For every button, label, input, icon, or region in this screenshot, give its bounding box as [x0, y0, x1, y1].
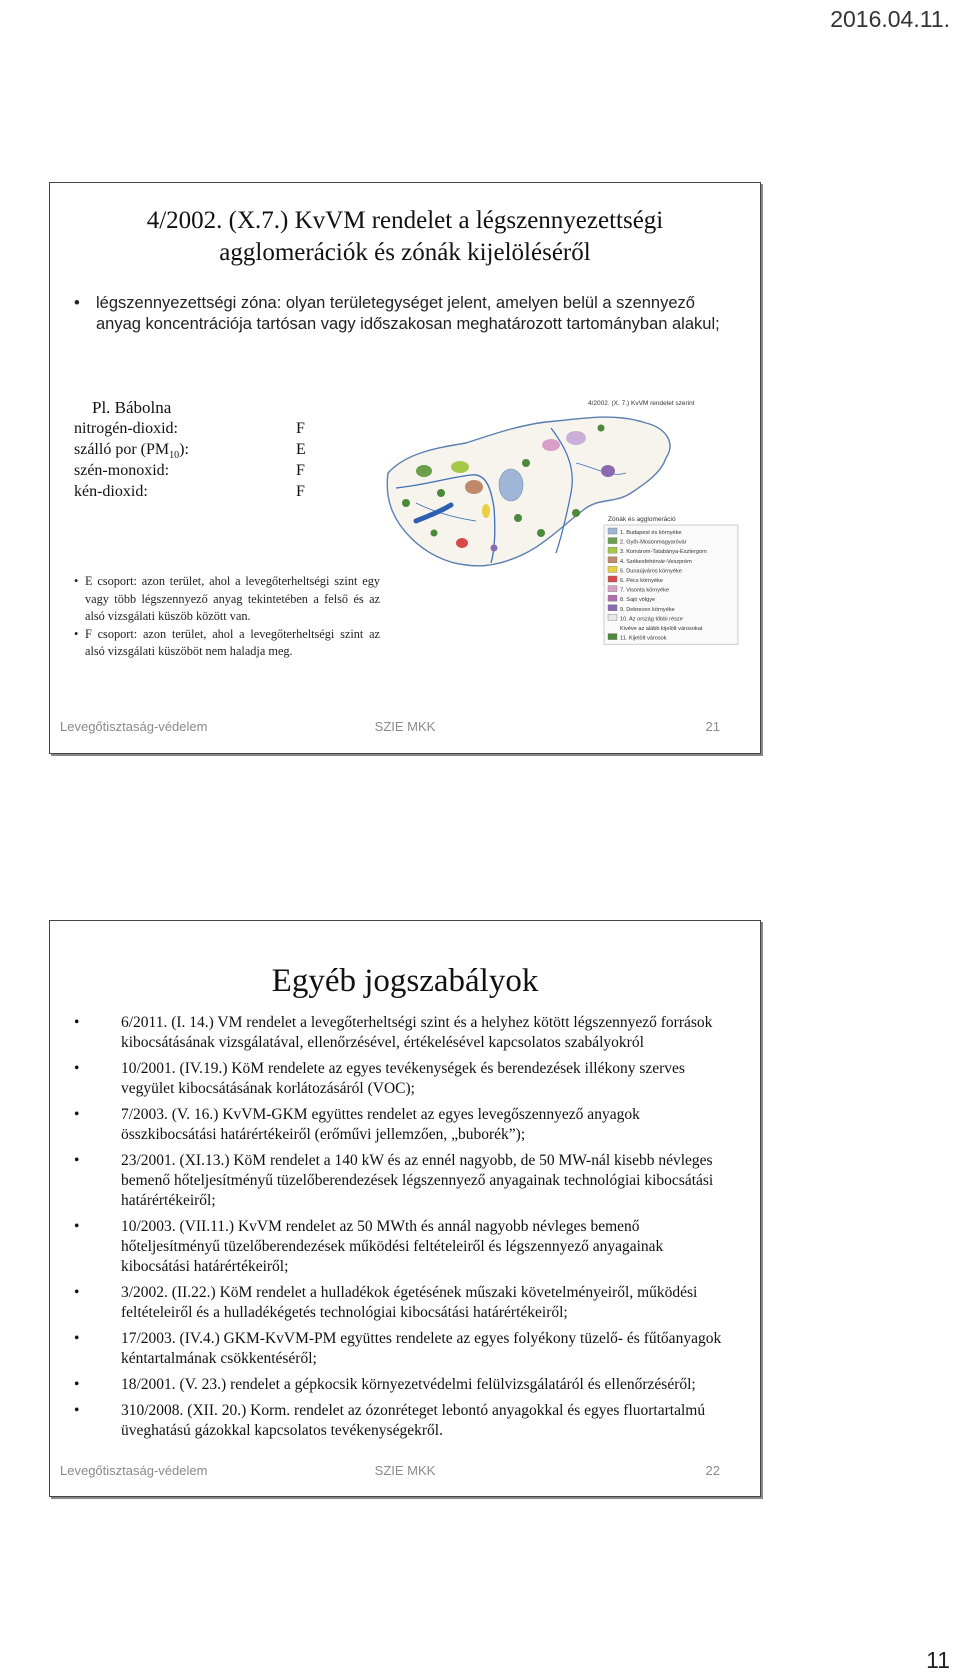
zone-szekesfehervar — [465, 480, 483, 494]
footer-slide-number: 22 — [705, 1463, 720, 1478]
regulation-item — [50, 1401, 760, 1441]
regulation-list — [50, 1013, 760, 1447]
regulation-text: 310/2008. (XII. 20.) Korm. rendelet az ózonréteget lebontó anyagokkal és egyes fluortartalmú üveghatású gázokkal kapcsolatos tevékenységekről. — [121, 1402, 706, 1439]
map-caption: 4/2002. (X. 7.) KvVM rendelet szerint — [588, 400, 695, 407]
pollutant-name: kén-dioxid: — [74, 483, 148, 500]
city-2 — [437, 489, 445, 497]
example-row — [74, 418, 364, 439]
zone-map — [376, 393, 742, 659]
legend-label: 11. Kijelölt városok — [620, 635, 667, 642]
footer-slide-number: 21 — [705, 719, 720, 734]
slide-title-line-2: agglomerációk és zónák kijelöléséről — [219, 239, 591, 266]
legend-label: 3. Komárom-Tatabánya-Esztergom — [620, 549, 707, 556]
legend-swatch — [608, 614, 617, 620]
legend-label: 5. Dunaújváros környéke — [620, 568, 682, 575]
bullet-icon: • — [74, 1014, 80, 1031]
footer-center: SZIE MKK — [374, 719, 436, 734]
zone-group-value: F — [296, 420, 305, 437]
legend-label: 2. Győr-Mosonmagyaróvár — [620, 539, 687, 546]
legend-swatch — [608, 566, 617, 572]
city-4 — [537, 529, 545, 537]
regulation-item — [50, 1329, 760, 1369]
slide-footer — [50, 719, 760, 739]
pollutant-label — [74, 418, 178, 439]
slide-footer — [50, 1463, 760, 1483]
city-3 — [514, 514, 522, 522]
bullet-icon: • — [74, 574, 79, 588]
city-5 — [572, 509, 580, 517]
legend-swatch — [608, 595, 617, 601]
example-babolna — [74, 397, 364, 502]
regulation-item — [50, 1059, 760, 1099]
city-6 — [522, 459, 530, 467]
regulation-text: 17/2003. (IV.4.) GKM-KvVM-PM együttes rendelete az egyes folyékony tüzelő- és fűtőanyagok kéntartalmának csökkentéséről; — [121, 1330, 722, 1367]
zone-group-value: F — [296, 462, 305, 479]
legend-swatch — [608, 557, 617, 563]
legend-swatch — [608, 528, 617, 534]
zone-komarom — [451, 461, 469, 473]
legend-swatch — [608, 576, 617, 582]
zone-group-value: F — [296, 483, 305, 500]
regulation-item — [50, 1217, 760, 1277]
pollutant-label — [74, 481, 148, 502]
regulation-item — [50, 1105, 760, 1145]
example-heading: Pl. Bábolna — [92, 398, 172, 417]
pollutant-label — [74, 460, 169, 481]
slide-title-line-1: 4/2002. (X.7.) KvVM rendelet a légszennyezettségi — [146, 207, 664, 234]
regulation-item — [50, 1283, 760, 1323]
legend-swatch — [608, 538, 617, 544]
legend-label: 1. Budapest és környéke — [620, 530, 682, 536]
pollutant-subscript: 10 — [169, 450, 180, 462]
legend-title: Zónák és agglomeráció — [608, 516, 676, 523]
zone-debrecen — [601, 465, 615, 477]
pollutant-name: nitrogén-dioxid: — [74, 420, 178, 437]
page-number: 11 — [926, 1647, 950, 1673]
pollutant-name: szálló por (PM — [74, 441, 170, 458]
footer-left: Levegőtisztaság-védelem — [60, 719, 208, 734]
regulation-text: 7/2003. (V. 16.) KvVM-GKM együttes rendelet az egyes levegőszennyező anyagok összkibocsátási határértékeiről (erőművi jellemzően, „buborék”); — [121, 1106, 640, 1143]
bullet-icon: • — [74, 1106, 80, 1123]
city-1 — [402, 499, 410, 507]
page-date: 2016.04.11. — [830, 6, 950, 32]
zone-definition-bullet — [74, 293, 734, 335]
regulation-text: 3/2002. (II.22.) KöM rendelet a hulladékok égetésének műszaki követelményeiről, működési feltételeiről és a hulladékégetés technológiai kibocsátási határértékeiről; — [121, 1284, 698, 1321]
legend-label: 8. Sajó völgye — [620, 597, 656, 604]
zone-sajo — [566, 431, 586, 445]
bullet-icon: • — [74, 1284, 80, 1301]
bullet-icon: • — [74, 1376, 80, 1393]
zone-definition-text: légszennyezettségi zóna: olyan területegységet jelent, amelyen belül a szennyező anyag koncentrációja tartósan vagy időszakosan meghatározott tartományban alakul; — [96, 294, 720, 333]
slide-title — [50, 205, 760, 269]
regulation-text: 23/2001. (XI.13.) KöM rendelet a 140 kW és az ennél nagyobb, de 50 MW-nál kisebb névleges bemenő hőteljesítményű tüzelőberendezések légszennyező anyagainak technológiai kibocsátási határértékeiről; — [121, 1152, 714, 1209]
example-rows — [74, 418, 364, 502]
hungary-zone-map-image — [376, 393, 742, 659]
legend-swatch — [608, 586, 617, 592]
regulation-text: 10/2003. (VII.11.) KvVM rendelet az 50 MWth és annál nagyobb névleges bemenő hőteljesítményű tüzelőberendezések működési feltételeiről és légszennyező anyagainak kibocsátási határértékeiről; — [121, 1218, 664, 1275]
example-row — [74, 439, 364, 460]
legend-swatch — [608, 605, 617, 611]
legend-label: 7. Visonta környéke — [620, 587, 670, 594]
slide-22 — [49, 920, 761, 1497]
slide-21 — [49, 182, 761, 754]
regulation-item — [50, 1151, 760, 1211]
zone-budapest — [499, 469, 523, 501]
example-row — [74, 481, 364, 502]
city-8 — [431, 530, 438, 537]
regulation-text: 10/2001. (IV.19.) KöM rendelete az egyes tevékenységek és berendezések illékony szerves vegyület kibocsátásának korlátozásáról (VOC); — [121, 1060, 685, 1097]
bullet-icon: • — [74, 1330, 80, 1347]
pollutant-name-suffix: ): — [179, 441, 189, 458]
footer-center: SZIE MKK — [374, 1463, 436, 1478]
city-7 — [598, 425, 605, 432]
legend-swatch — [608, 547, 617, 553]
zone-group-value: E — [296, 441, 306, 458]
bullet-icon: • — [74, 1060, 80, 1077]
footer-left: Levegőtisztaság-védelem — [60, 1463, 208, 1478]
bullet-icon: • — [74, 1152, 80, 1169]
group-f-text: F csoport: azon terület, ahol a levegőterheltségi szint az alsó vizsgálati küszöböt nem haladja meg. — [85, 626, 380, 658]
legend-label: 9. Debrecen környéke — [620, 606, 675, 613]
regulation-text: 18/2001. (V. 23.) rendelet a gépkocsik környezetvédelmi felülvizsgálatáról és ellenőrzéséről; — [121, 1376, 696, 1393]
zone-gyor — [416, 465, 432, 477]
legend-swatch — [608, 634, 617, 640]
zone-visonta — [542, 439, 560, 451]
group-e-text: E csoport: azon terület, ahol a levegőterheltségi szint egy vagy több légszennyező anyag tekintetében a felső és az alsó vizsgálati küszöb között van. — [85, 574, 380, 623]
zone-dunaujvaros — [482, 504, 490, 518]
regulation-item — [50, 1013, 760, 1053]
bullet-icon: • — [74, 1218, 80, 1235]
bullet-icon: • — [74, 1402, 80, 1419]
zone-pecs — [456, 538, 468, 548]
legend-label: 10. Az ország többi része — [620, 616, 683, 623]
bullet-icon: • — [74, 294, 80, 312]
slide-title: Egyéb jogszabályok — [271, 963, 539, 999]
legend-label: 4. Székesfehérvár-Veszprém — [620, 558, 692, 565]
group-e-definition — [74, 573, 380, 626]
legend-label: Kivéve az alább kijelölt városokat — [620, 626, 703, 632]
group-f-definition — [74, 626, 380, 661]
map-legend — [604, 525, 738, 644]
legend-label: 6. Pécs környéke — [620, 578, 663, 584]
example-row — [74, 460, 364, 481]
zone-small — [491, 545, 498, 552]
regulation-item — [50, 1375, 760, 1395]
group-definitions — [74, 573, 380, 661]
regulation-text: 6/2011. (I. 14.) VM rendelet a levegőterheltségi szint és a helyhez kötött légszennyező források kibocsátásának vizsgálatával, ellenőrzésével, értékelésével kapcsolatos szabályokról — [121, 1014, 713, 1051]
bullet-icon: • — [74, 626, 79, 641]
pollutant-name: szén-monoxid: — [74, 462, 170, 479]
